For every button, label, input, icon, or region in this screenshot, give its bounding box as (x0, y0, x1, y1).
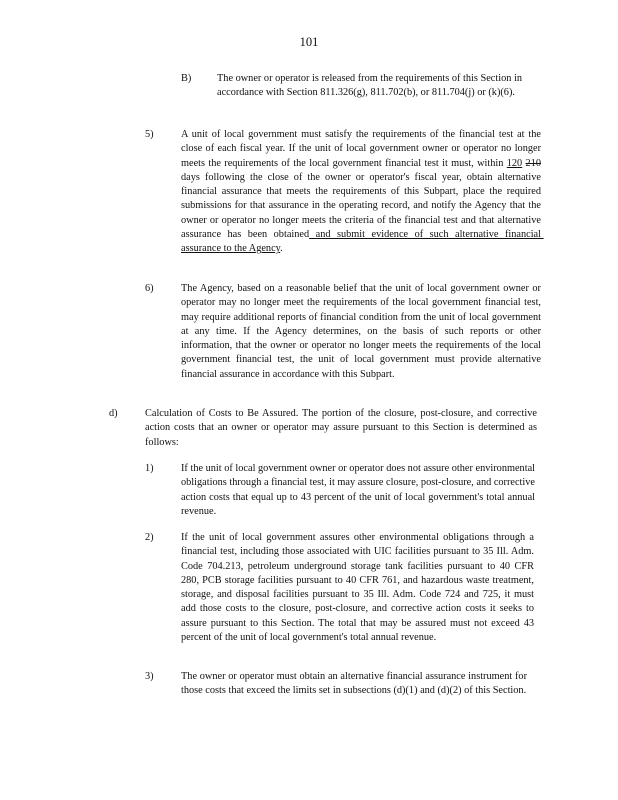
paragraph-marker: 6) (145, 283, 154, 294)
paragraph-marker: 3) (145, 671, 154, 682)
text-segment: A unit of local government must satisfy the requirements of the financial test at the close of each fiscal year. If the unit of local government owner or operator no longer meets the requirements of the local government financial test it must, within (181, 129, 544, 169)
text-segment: . (280, 243, 283, 255)
paragraph-text: If the unit of local government owner or operator does not assure other environmental obligations through a financial test, it may assure closure, post-closure, and corrective action costs that equal up to 43 percent of the unit of local government's total annual revenue. (181, 463, 535, 517)
paragraph-text: The owner or operator is released from the requirements of this Section in accordance with Section 811.326(g), 811.702(b), or 811.704(j) or (k)(6). (217, 73, 522, 99)
paragraph-marker: 1) (145, 463, 154, 474)
paragraph-marker: 2) (145, 532, 154, 543)
paragraph-text: The Agency, based on a reasonable belief that the unit of local government owner or operator may no longer meet the requirements of the local government financial test, may require additional reports of financial condition from the unit of local government at any time. If the Agency determines, on the basis of such reports or other information, that the owner or operator no longer meets the requirements of the local government financial test, the unit of local government must provide alternative financial assurance in accordance with this Subpart. (181, 283, 541, 380)
paragraph-marker: d) (109, 408, 118, 419)
text-segment: days following the close of the owner or operator's fiscal year, obtain alternative financial assurance that meets the requirements of this Subpart, place the required submissions for that assurance in the operating record, and notify the Agency that the owner or operator no longer meets the criteria of the financial test and that alternative assurance has been obtained (181, 157, 544, 241)
inserted-days: 120 (506, 157, 523, 169)
page-number: 101 (299, 35, 319, 49)
paragraph-text: Calculation of Costs to Be Assured. The portion of the closure, post-closure, and corrective action costs that an owner or operator may assure pursuant to this Section is determined as follows: (145, 408, 537, 448)
paragraph-text: If the unit of local government assures other environmental obligations through a financial test, including those associated with UIC facilities pursuant to 35 Ill. Adm. Code 704.213, petroleum underground storage tank facilities pursuant to 40 CFR 280, PCB storage facilities pursuant to 40 CFR 761, and hazardous waste treatment, storage, and disposal facilities pursuant to 35 Ill. Adm. Code 724 and 725, it must add those costs to the closure, post-closure, and corrective action costs it seeks to assure pursuant to this Section. The total that may be assured must not exceed 43 percent of the unit of local government's total annual revenue. (181, 532, 534, 644)
paragraph-marker: B) (181, 73, 192, 84)
paragraph-marker: 5) (145, 129, 154, 140)
paragraph-text (181, 128, 544, 257)
deleted-days: 210 (525, 157, 541, 169)
inserted-text: and submit evidence of such alternative financial assurance to the Agency (181, 229, 544, 255)
paragraph-text: The owner or operator must obtain an alternative financial assurance instrument for those costs that exceed the limits set in subsections (d)(1) and (d)(2) of this Section. (181, 671, 527, 697)
